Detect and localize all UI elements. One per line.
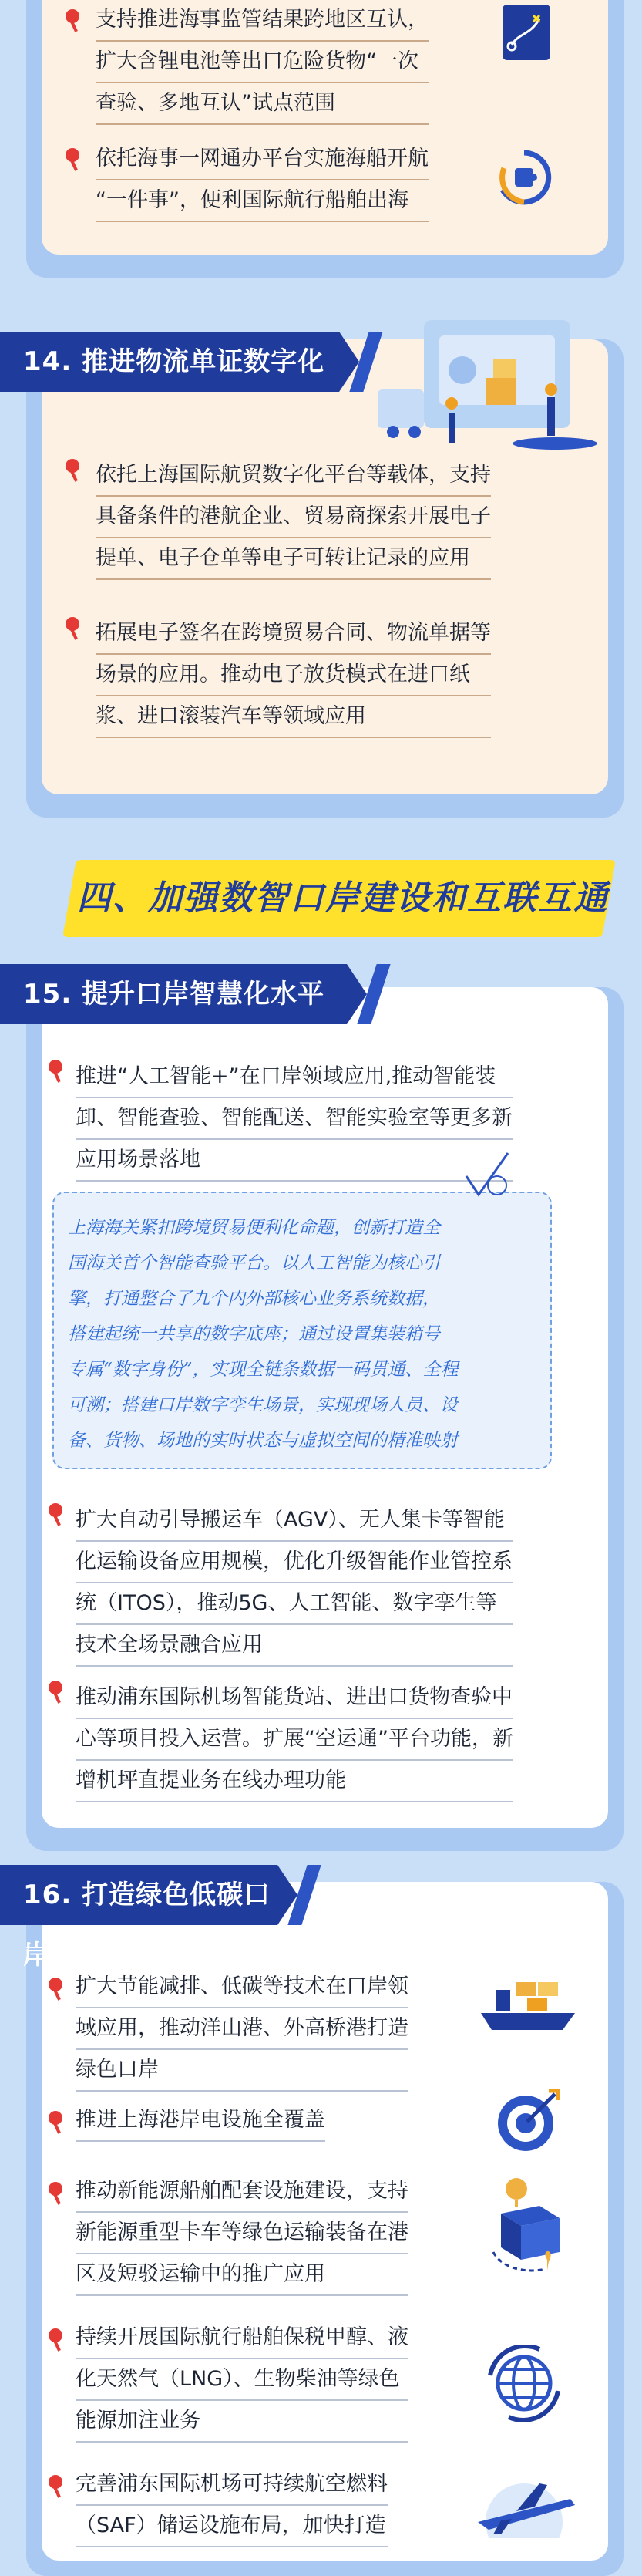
list-item: [76, 1500, 513, 1667]
pin-icon: [46, 2180, 69, 2208]
item-line: 推动浦东国际机场智能货站、进出口货物查验中: [76, 1677, 513, 1719]
item-line: 域应用，推动洋山港、外高桥港打造: [76, 2008, 408, 2050]
pin-icon: [46, 1058, 69, 1086]
item-line: 能源加注业务: [76, 2401, 408, 2443]
quote-line: 可溯；搭建口岸数字孪生场景，实现现场人员、设: [68, 1395, 458, 1415]
item-line: 扩大自动引导搬运车（AGV）、无人集卡等智能: [76, 1500, 513, 1542]
quote-line: 专属“数字身份”，实现全链条数据一码贯通、全程: [68, 1360, 459, 1380]
item-line: 提单、电子仓单等电子可转让记录的应用: [96, 538, 491, 580]
item-line: 完善浦东国际机场可持续航空燃料: [76, 2464, 388, 2506]
list-item: [76, 1967, 408, 2092]
list-item: [76, 2464, 388, 2547]
logistics-scene-icon: [378, 305, 601, 451]
puzzle-cycle-icon: [493, 147, 555, 208]
list-item: [76, 1677, 513, 1802]
quote-line: 上海海关紧扣跨境贸易便利化命题，创新打造全: [68, 1218, 440, 1238]
item-line: 拓展电子签名在跨境贸易合同、物流单据等: [96, 613, 491, 655]
item-line: 浆、进口滚装汽车等领域应用: [96, 696, 491, 738]
item-line: 区及短驳运输中的推广应用: [76, 2254, 408, 2296]
item-line: 扩大含锂电池等出口危险货物“一次: [96, 42, 429, 83]
list-item: [76, 2318, 408, 2443]
item-line: 依托海事一网通办平台实施海船开航: [96, 139, 429, 180]
item-line: “一件事”，便利国际航行船舶出海: [96, 180, 429, 222]
item-line: 心等项目投入运营。扩展“空运通”平台功能，新: [76, 1719, 513, 1761]
airplane-icon: [470, 2476, 578, 2538]
item-line: 支持推进海事监管结果跨地区互认，: [96, 0, 429, 42]
item-line: 场景的应用。推动电子放货模式在进口纸: [96, 655, 491, 696]
pin-icon: [46, 1679, 69, 1707]
list-item: [96, 613, 491, 738]
item-line: 查验、多地互认”试点范围: [96, 83, 429, 125]
pin-icon: [46, 2473, 69, 2501]
checkmark-scribble-icon: [459, 1145, 520, 1207]
item-line: 应用场景落地: [76, 1140, 513, 1182]
item-line: （SAF）储运设施布局，加快打造: [76, 2506, 388, 2547]
delivery-box-icon: [486, 2175, 570, 2283]
pin-icon: [46, 1502, 69, 1529]
item-line: 化运输设备应用规模，优化升级智能作业管控系: [76, 1542, 513, 1583]
item-line: 推进上海港岸电设施全覆盖: [76, 2100, 325, 2142]
quote-line: 擎，打通整合了九个内外部核心业务系统数据，: [68, 1289, 440, 1309]
item-line: 统（ITOS），推动5G、人工智能、数字孪生等: [76, 1583, 513, 1625]
item-line: 推动新能源船舶配套设施建设，支持: [76, 2171, 408, 2213]
pin-icon: [63, 147, 86, 174]
quote-line: 国海关首个智能查验平台。以人工智能为核心引: [68, 1253, 440, 1273]
strategy-board-icon: [499, 2, 553, 63]
pin-icon: [63, 8, 86, 35]
item-line: 增机坪直提业务在线办理功能: [76, 1761, 513, 1802]
item-line: 扩大节能减排、低碳等技术在口岸领: [76, 1967, 408, 2008]
cargo-ship-icon: [478, 1974, 578, 2036]
item-line: 持续开展国际航行船舶保税甲醇、液: [76, 2318, 408, 2359]
section15-title: 15. 提升口岸智慧化水平: [0, 964, 347, 1024]
pin-icon: [63, 615, 86, 643]
pin-icon: [46, 1976, 69, 2004]
part4-title: 四、加强数智口岸建设和互联互通: [77, 878, 609, 918]
item-line: 技术全场景融合应用: [76, 1625, 513, 1667]
pin-icon: [63, 457, 86, 485]
item-line: 推进“人工智能+”在口岸领域应用,推动智能装: [76, 1057, 513, 1098]
list-item: [96, 139, 429, 222]
quote-line: 备、货物、场地的实时状态与虚拟空间的精准映射: [68, 1431, 458, 1451]
list-item: [96, 0, 429, 125]
item-line: 新能源重型卡车等绿色运输装备在港: [76, 2213, 408, 2254]
item-line: 绿色口岸: [76, 2050, 408, 2092]
item-line: 依托上海国际航贸数字化平台等载体，支持: [96, 455, 491, 497]
item-line: 卸、智能查验、智能配送、智能实验室等更多新: [76, 1098, 513, 1140]
list-item: [96, 455, 491, 580]
pin-icon: [46, 2109, 69, 2137]
item-line: 具备条件的港航企业、贸易商探索开展电子: [96, 497, 491, 538]
pin-icon: [46, 2327, 69, 2355]
section14-title: 14. 推进物流单证数字化: [0, 332, 339, 392]
list-item: [76, 1057, 513, 1182]
quote-box: [52, 1192, 552, 1469]
globe-arrows-icon: [486, 2345, 563, 2422]
item-line: 化天然气（LNG）、生物柴油等绿色: [76, 2359, 408, 2401]
section16-title: 16. 打造绿色低碳口岸: [0, 1865, 277, 1925]
target-icon: [493, 2086, 563, 2156]
list-item: [76, 2171, 408, 2296]
list-item: [76, 2100, 325, 2142]
quote-line: 搭建起统一共享的数字底座；通过设置集装箱号: [68, 1324, 440, 1344]
